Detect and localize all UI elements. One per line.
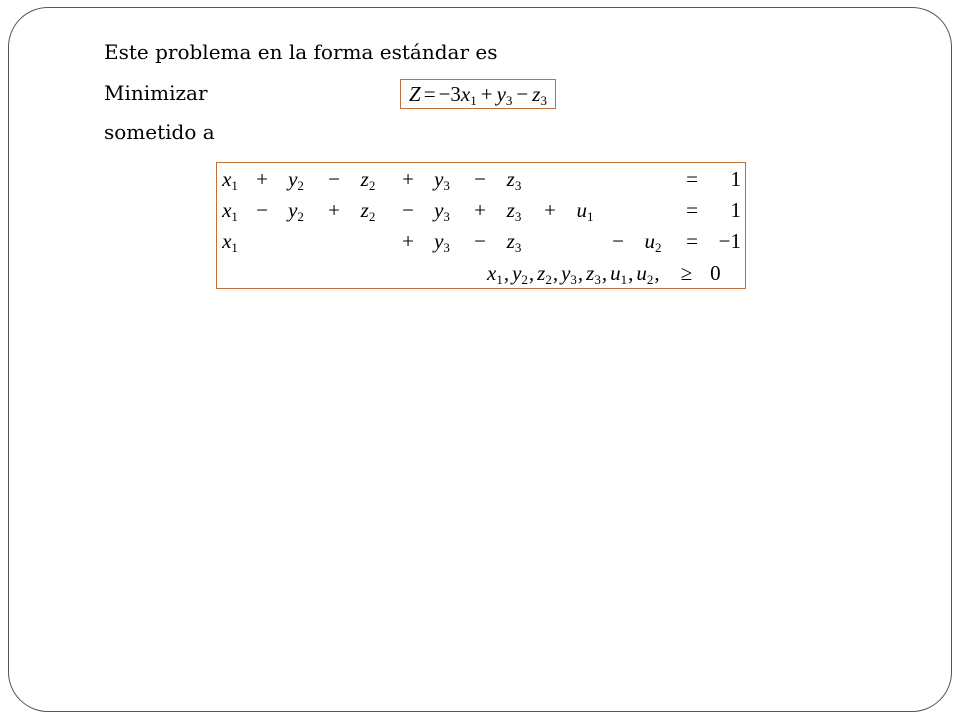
constraint-1-c5: $z_3$: [506, 167, 522, 193]
constraint-3-eq: =: [686, 229, 698, 253]
constraint-1-c4: $y_3$: [434, 167, 450, 193]
constraint-1-o1: +: [256, 167, 268, 191]
constraint-2-c4: $y_3$: [434, 198, 450, 224]
nonneg-var: $z_3$,: [586, 261, 608, 287]
objective-plus: +: [480, 81, 493, 106]
constraint-1-c1: $x_1$: [222, 167, 238, 193]
constraint-1-rhs: 1: [730, 167, 741, 191]
constraint-2-o5: +: [544, 198, 556, 222]
objective-lhs: Z: [409, 81, 421, 106]
constraint-3-c1: $x_1$: [222, 229, 238, 255]
constraint-3-rhs: −1: [718, 229, 741, 253]
constraint-2-rhs: 1: [730, 198, 741, 222]
constraint-3-c5: $z_3$: [506, 229, 522, 255]
nonneg-var: $u_1$,: [610, 261, 634, 287]
objective-y: $y_3$: [496, 81, 513, 108]
constraint-1-o4: −: [474, 167, 486, 191]
constraint-2-o2: +: [328, 198, 340, 222]
objective-z: $z_3$: [532, 81, 547, 108]
constraint-3-c7: $u_2$: [644, 229, 662, 255]
objective-coef: −3: [438, 81, 461, 106]
constraint-2-c6: $u_1$: [576, 198, 594, 224]
constraint-2-eq: =: [686, 198, 698, 222]
nonneg-var: $u_2$,: [636, 261, 660, 287]
slide-frame: [8, 7, 952, 712]
constraint-2-o3: −: [402, 198, 414, 222]
nonneg-zero: 0: [710, 261, 721, 285]
constraint-3-o3: +: [402, 229, 414, 253]
nonneg-geq: ≥: [680, 261, 693, 285]
constraint-2-c5: $z_3$: [506, 198, 522, 224]
intro-text: Este problema en la forma estándar es: [104, 40, 498, 64]
constraint-2-c2: $y_2$: [288, 198, 304, 224]
nonneg-var: $z_2$,: [537, 261, 559, 287]
nonneg-var: $y_3$,: [561, 261, 584, 287]
nonneg-var: $y_2$,: [512, 261, 535, 287]
constraint-3-o6: −: [612, 229, 624, 253]
subject-to-label: sometido a: [104, 120, 215, 144]
constraint-1-c2: $y_2$: [288, 167, 304, 193]
minimize-label: Minimizar: [104, 81, 208, 105]
constraints-system: [216, 162, 746, 289]
objective-x: $x_1$: [460, 81, 477, 108]
constraint-3-c4: $y_3$: [434, 229, 450, 255]
constraint-1-o3: +: [402, 167, 414, 191]
objective-minus: −: [516, 81, 529, 106]
constraint-2-c3: $z_2$: [360, 198, 376, 224]
nonneg-var: $x_1$,: [487, 261, 510, 287]
constraint-2-c1: $x_1$: [222, 198, 238, 224]
constraint-1-c3: $z_2$: [360, 167, 376, 193]
constraint-2-o4: +: [474, 198, 486, 222]
constraint-3-o4: −: [474, 229, 486, 253]
objective-equals: =: [423, 81, 436, 106]
constraint-1-eq: =: [686, 167, 698, 191]
objective-function: [400, 79, 556, 109]
nonnegativity-constraint: [487, 259, 721, 287]
constraint-1-o2: −: [328, 167, 340, 191]
constraint-2-o1: −: [256, 198, 268, 222]
